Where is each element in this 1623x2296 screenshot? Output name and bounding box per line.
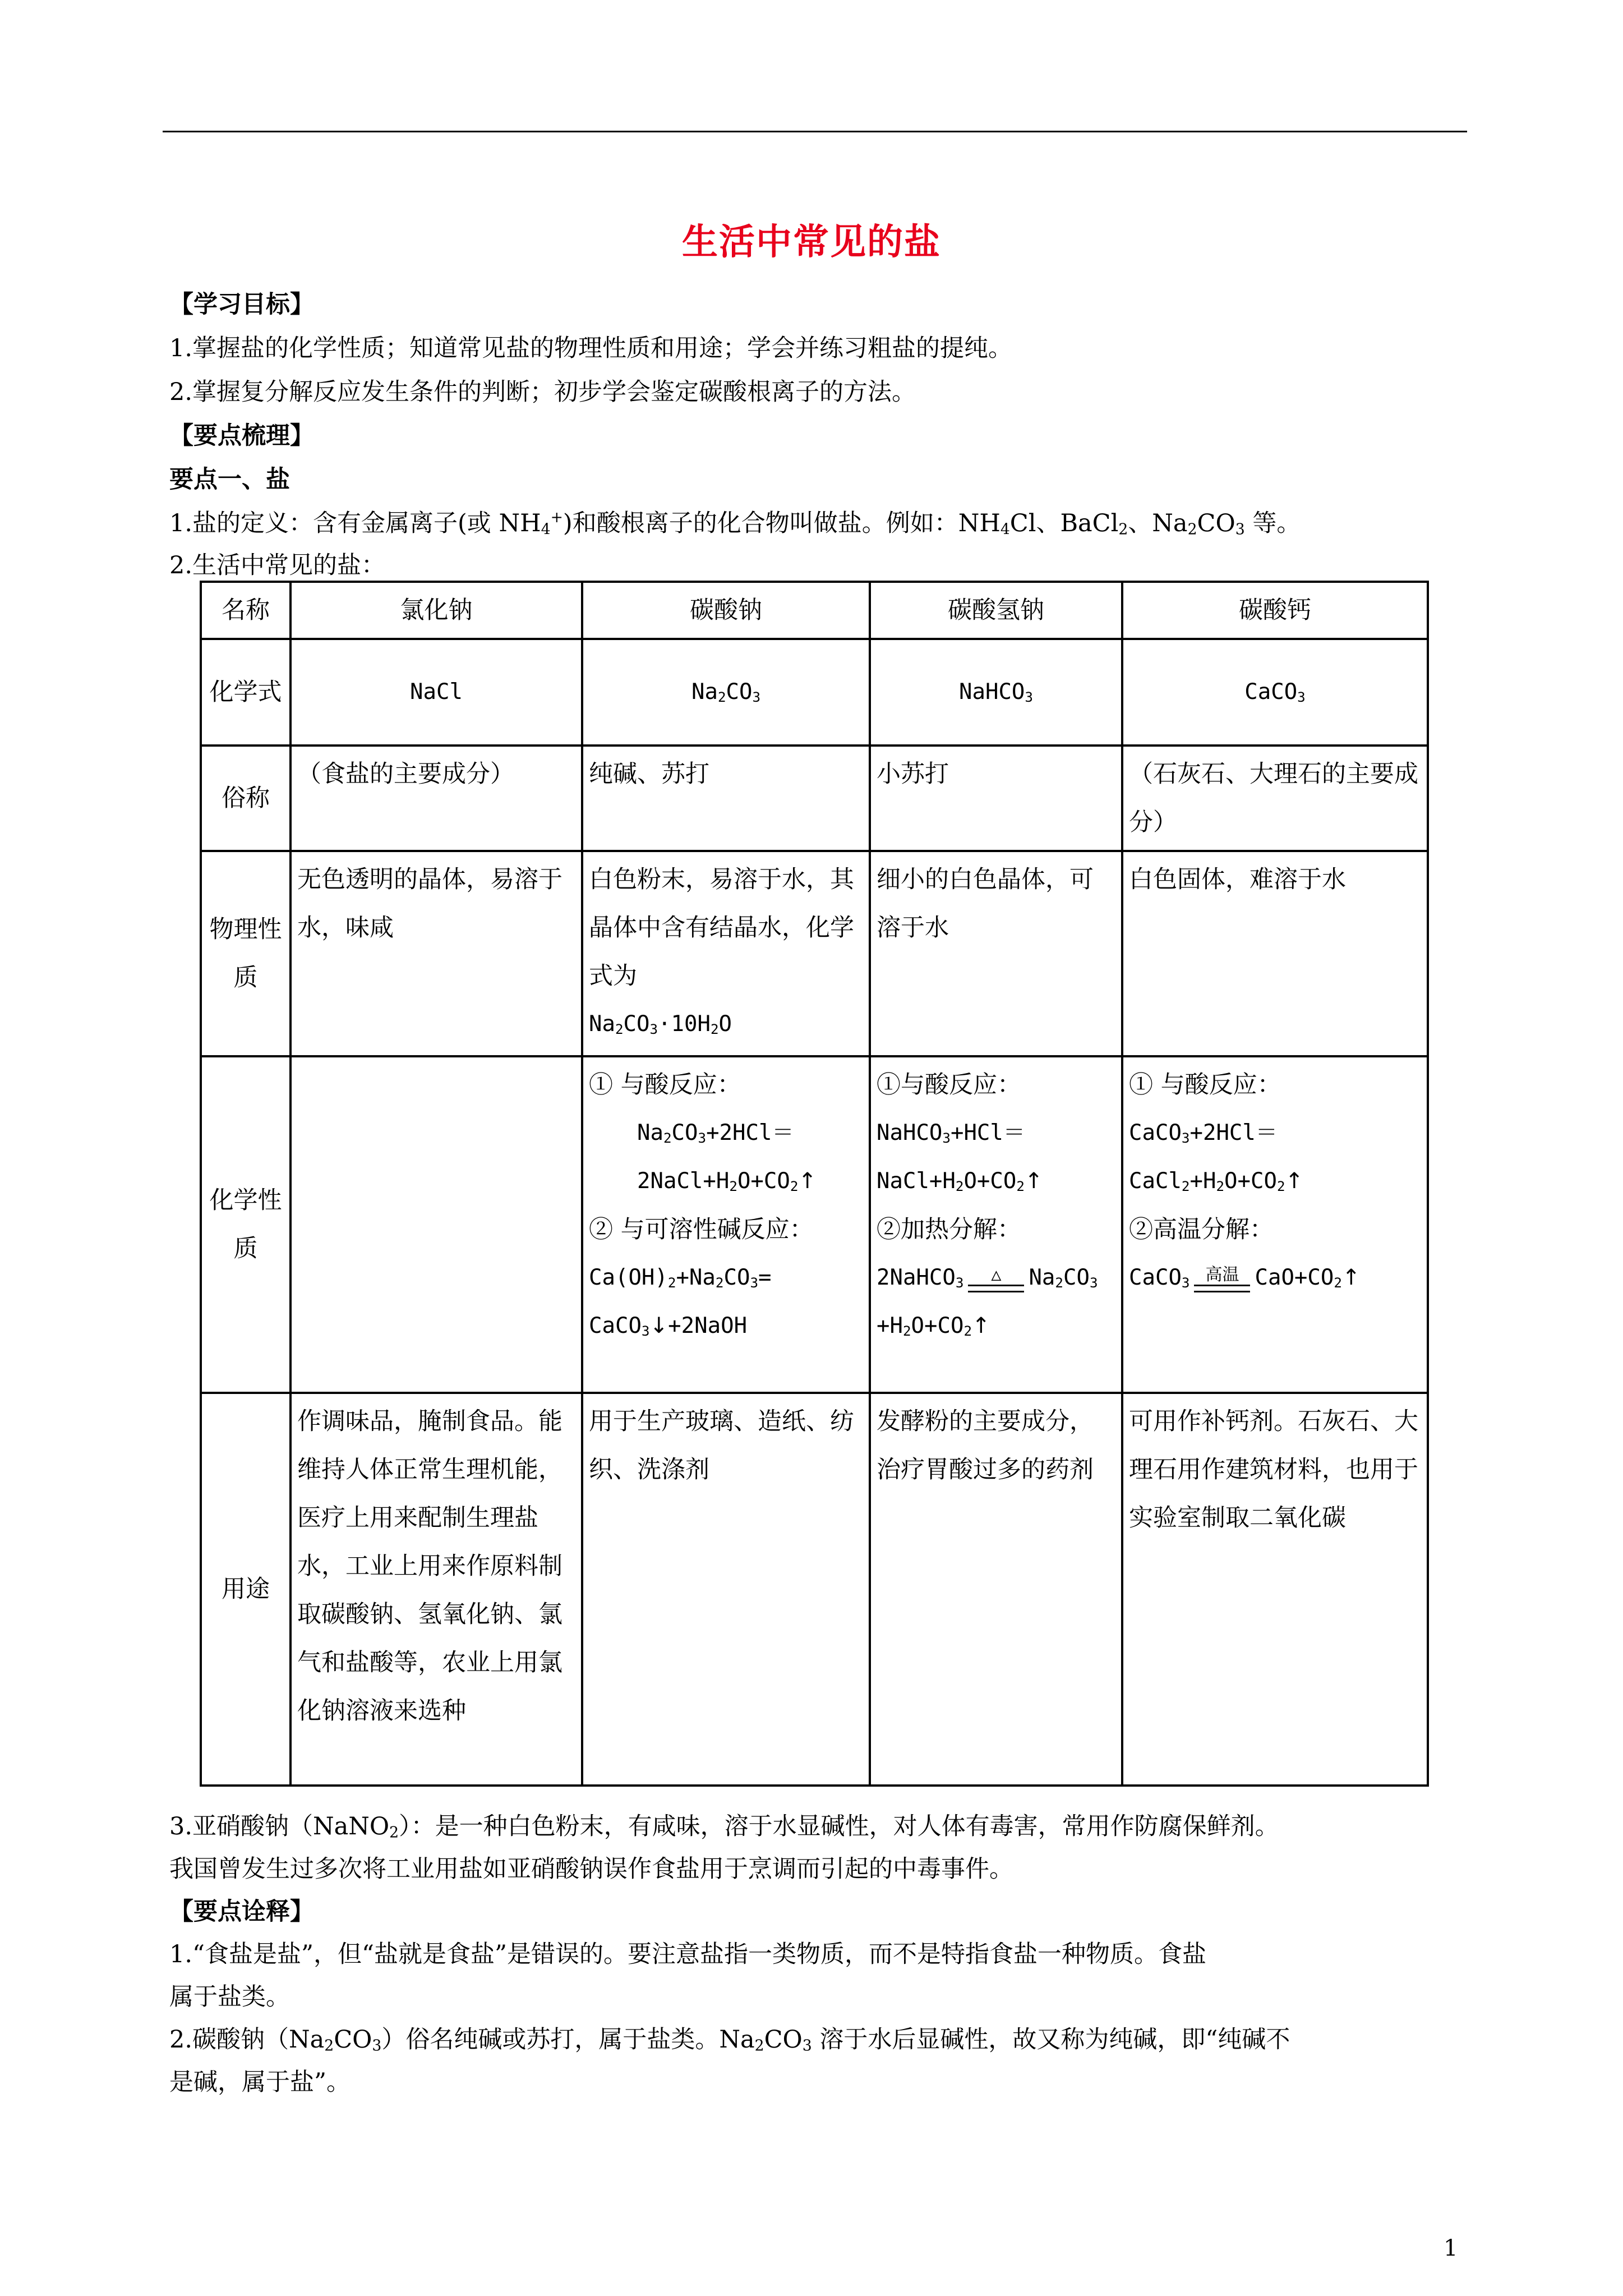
table-header: 碳酸钠 xyxy=(582,582,870,639)
nitrite-line-2: 我国曾发生过多次将工业用盐如亚硝酸钠误作食盐用于烹调而引起的中毒事件。 xyxy=(169,1855,1013,1883)
na2co3-reaction1-eq-b: $2NaCl+H_2O+CO_2↑$ xyxy=(637,1168,817,1194)
heat-symbol: △ xyxy=(991,1264,1002,1285)
nahco3-reaction2-title: ②加热分解： xyxy=(877,1216,1021,1244)
salts-table xyxy=(200,581,1429,1787)
uses-na2co3: 用于生产玻璃、造纸、纺织、洗涤剂 xyxy=(582,1393,870,1786)
uses-caco3: 可用作补钙剂。石灰石、大理石用作建筑材料，也用于实验室制取二氧化碳 xyxy=(1122,1393,1428,1786)
table-header: 碳酸氢钠 xyxy=(870,582,1122,639)
page-number: 1 xyxy=(1444,2235,1458,2261)
row-label-chemical: 化学性质 xyxy=(201,1056,291,1393)
physical-na2co3-formula: $Na_2CO_3\cdot 10H_2O$ xyxy=(589,1011,732,1037)
chemical-nahco3 xyxy=(870,1056,1122,1393)
table-row-physical xyxy=(201,851,1428,1056)
explain-heading: 【要点诠释】 xyxy=(169,1898,314,1926)
na2co3-reaction1-eq-a: $Na_2CO_3+2HCl=$ xyxy=(637,1120,794,1146)
table-header: 氯化钠 xyxy=(291,582,582,639)
objective-1: 1.掌握盐的化学性质；知道常见盐的物理性质和用途；学会并练习粗盐的提纯。 xyxy=(169,334,1013,362)
table-row-chemical xyxy=(201,1056,1428,1393)
formula-caco3: CaCO$_3$ xyxy=(1122,639,1428,746)
nitrite-line1-pre: 3.亚硝酸钠（NaNO xyxy=(169,1812,390,1841)
salt-def-mid: )和酸根离子的化合物叫做盐。例如：NH xyxy=(562,509,1000,537)
salt-def-end: 等。 xyxy=(1252,509,1301,537)
physical-na2co3 xyxy=(582,851,870,1056)
table-header-row xyxy=(201,582,1428,639)
explain2-mid: ）俗名纯碱或苏打，属于盐类。Na xyxy=(381,2026,755,2054)
salt-definition: 1.盐的定义：含有金属离子(或 $NH_4^+$)和酸根离子的化合物叫做盐。例如：$NH_4Cl$、BaCl$_2$、$Na_2CO_3$ 等。 xyxy=(169,509,1301,539)
na2co3-reaction2-title: ② 与可溶性碱反应： xyxy=(589,1216,814,1244)
explain2-pre: 2.碳酸钠（Na xyxy=(169,2026,325,2054)
table-row-uses xyxy=(201,1393,1428,1786)
common-salts-intro: 2.生活中常见的盐： xyxy=(169,551,386,579)
nitrite-line-1: 3.亚硝酸钠（NaNO$_2$）：是一种白色粉末，有咸味，溶于水显碱性，对人体有毒害，常用作防腐保鲜剂。 xyxy=(169,1812,1279,1842)
caco3-reaction2-title: ②高温分解： xyxy=(1129,1216,1274,1244)
explain2-line2: 是碱，属于盐”。 xyxy=(169,2068,351,2096)
table-header: 名称 xyxy=(201,582,291,639)
na2co3-reaction1-title: ① 与酸反应： xyxy=(589,1071,741,1099)
caco3-reaction1-eq-a: CaCO$_3$+2HCl＝ xyxy=(1129,1120,1278,1146)
salt-def-tail: Cl、BaCl xyxy=(1009,509,1119,537)
caco3-reaction1-title: ① 与酸反应： xyxy=(1129,1071,1281,1099)
na2co3-reaction2-eq-b: CaCO$_3$↓+2NaOH xyxy=(589,1313,748,1339)
chemical-nacl xyxy=(291,1056,582,1393)
row-label-formula: 化学式 xyxy=(201,639,291,746)
physical-caco3: 白色固体，难溶于水 xyxy=(1122,851,1428,1056)
nitrite-line1-tail: ）：是一种白色粉末，有咸味，溶于水显碱性，对人体有毒害，常用作防腐保鲜剂。 xyxy=(399,1812,1279,1841)
physical-nahco3: 细小的白色晶体，可溶于水 xyxy=(870,851,1122,1056)
explain2-line1: 2.碳酸钠$(Na_2CO_3)$俗名纯碱或苏打，属于盐类。$Na_2CO_3$ 溶于水后显碱性，故又称为纯碱，即“纯碱不 xyxy=(169,2026,1290,2055)
salt-def-pre: 1.盐的定义：含有金属离子(或 NH xyxy=(169,509,541,537)
row-label-common-name: 俗称 xyxy=(201,746,291,851)
physical-na2co3-text: 白色粉末，易溶于水，其晶体中含有结晶水，化学式为 xyxy=(589,866,854,990)
row-label-physical: 物理性质 xyxy=(201,851,291,1056)
formula-nahco3: NaHCO$_3$ xyxy=(870,639,1122,746)
nahco3-reaction1-eq-b: $NaCl+H_2O+CO_2↑$ xyxy=(877,1168,1043,1194)
table-header: 碳酸钙 xyxy=(1122,582,1428,639)
explain1-line1: 1.“食盐是盐”，但“盐就是食盐”是错误的。要注意盐指一类物质，而不是特指食盐一种物质。食盐 xyxy=(169,1940,1206,1968)
uses-nacl: 作调味品，腌制食品。能维持人体正常生理机能，医疗上用来配制生理盐水，工业上用来作原料制取碳酸钠、氢氧化钠、氯气和盐酸等，农业上用氯化钠溶液来选种 xyxy=(291,1393,582,1786)
high-temp-label: 高温 xyxy=(1205,1264,1239,1285)
uses-nahco3: 发酵粉的主要成分，治疗胃酸过多的药剂 xyxy=(870,1393,1122,1786)
formula-nacl: NaCl xyxy=(291,639,582,746)
common-name-na2co3: 纯碱、苏打 xyxy=(582,746,870,851)
high-temp-condition xyxy=(1194,1266,1250,1292)
explain1-line2: 属于盐类。 xyxy=(169,1983,290,2011)
caco3-reaction2-eq: CaCO$_3$ 高温 $CaO+CO_2↑$ xyxy=(1129,1254,1421,1302)
nahco3-reaction2-eq-b: $+H_2O+CO_2↑$ xyxy=(877,1313,990,1339)
formula-na2co3: $Na_2CO_3$ xyxy=(582,639,870,746)
row-label-uses: 用途 xyxy=(201,1393,291,1786)
na2co3-reaction2-eq-a: $Ca(OH)_2+Na_2CO_3=$ xyxy=(589,1265,772,1291)
page-title: 生活中常见的盐 xyxy=(682,221,941,263)
heat-condition xyxy=(968,1266,1024,1292)
chemical-na2co3 xyxy=(582,1056,870,1393)
objective-2: 2.掌握复分解反应发生条件的判断；初步学会鉴定碳酸根离子的方法。 xyxy=(169,378,916,406)
nahco3-reaction2-eq-a: 2NaHCO$_3$ △ $Na_2CO_3$ xyxy=(877,1254,1115,1302)
objectives-heading: 【学习目标】 xyxy=(169,291,314,319)
table-row-common-name xyxy=(201,746,1428,851)
table-row-formula xyxy=(201,639,1428,746)
caco3-reaction1-eq-b: $CaCl_2+H_2O+CO_2↑$ xyxy=(1129,1168,1304,1194)
nahco3-reaction1-eq-a: NaHCO$_3$+HCl＝ xyxy=(877,1120,1025,1146)
header-rule xyxy=(163,131,1467,132)
physical-nacl: 无色透明的晶体，易溶于水，味咸 xyxy=(291,851,582,1056)
nahco3-reaction1-title: ①与酸反应： xyxy=(877,1071,1021,1099)
points-heading: 【要点梳理】 xyxy=(169,422,314,450)
common-name-caco3: （石灰石、大理石的主要成分） xyxy=(1122,746,1428,851)
chemical-caco3 xyxy=(1122,1056,1428,1393)
common-name-nahco3: 小苏打 xyxy=(870,746,1122,851)
explain2-tail: 溶于水后显碱性，故又称为纯碱，即“纯碱不 xyxy=(819,2026,1290,2054)
common-name-nacl: （食盐的主要成分） xyxy=(291,746,582,851)
point1-heading: 要点一、盐 xyxy=(169,466,290,494)
